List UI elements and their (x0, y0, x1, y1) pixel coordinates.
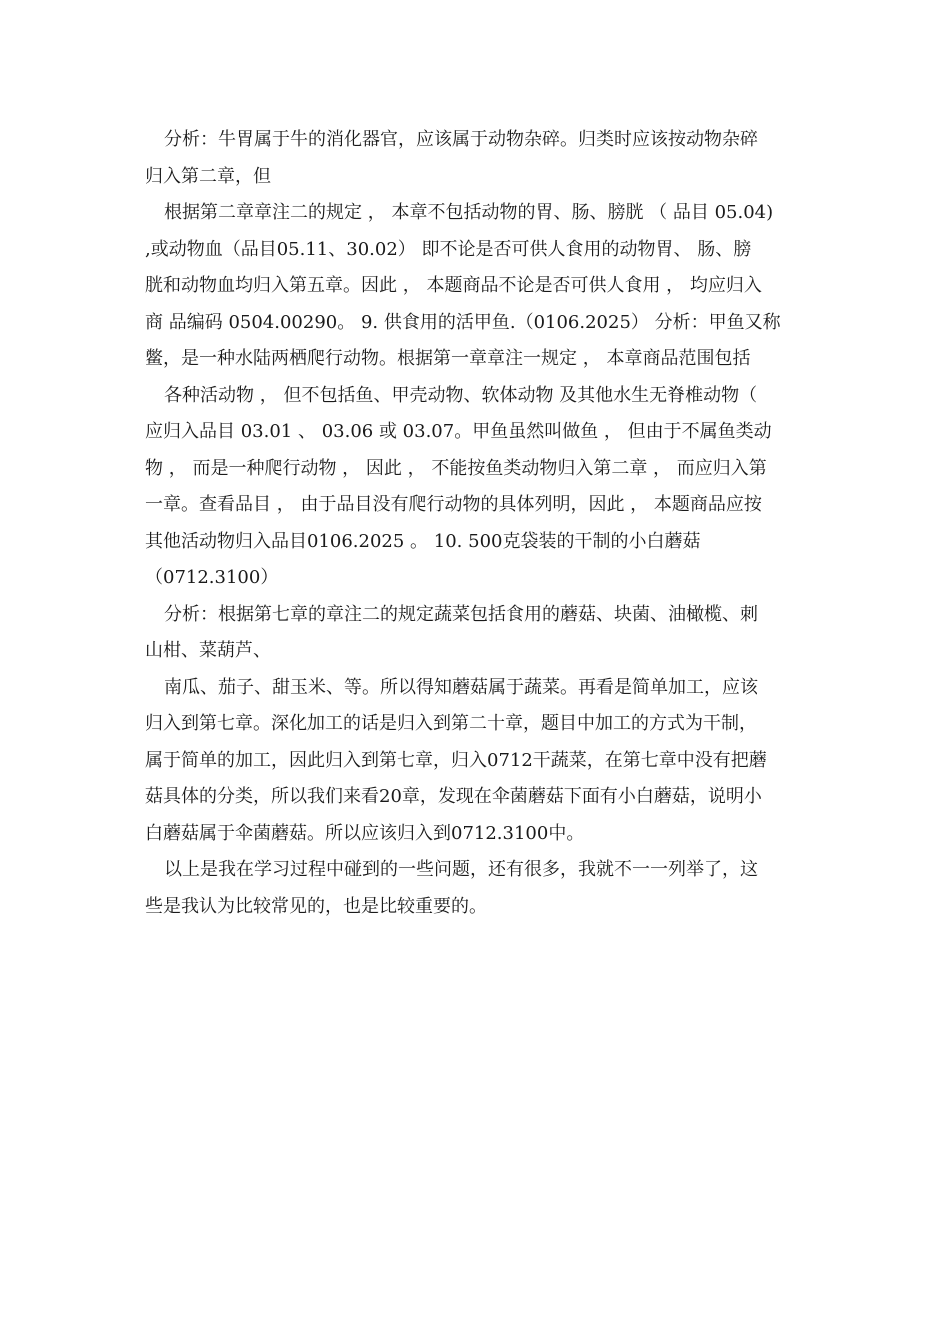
text-line: 些是我认为比较常见的，也是比较重要的。 (145, 895, 487, 917)
text-line: 商 品编码 0504.00290。 9. 供食用的活甲鱼.（0106.2025） 分析：甲鱼又称 (145, 311, 781, 333)
text-line: 南瓜、茄子、甜玉米、等。所以得知蘑菇属于蔬菜。再看是简单加工，应该 (164, 676, 758, 698)
text-line: 各种活动物 ， 但不包括鱼、甲壳动物、软体动物 及其他水生无脊椎动物（ (164, 384, 758, 406)
text-line: 其他活动物归入品目0106.2025 。 10. 500克袋装的干制的小白蘑菇 (145, 530, 701, 552)
text-line: 鳖，是一种水陆两栖爬行动物。根据第一章章注一规定 ， 本章商品范围包括 (145, 348, 751, 369)
text-line: 应归入品目 03.01 、 03.06 或 03.07。甲鱼虽然叫做鱼 ， 但由于不属鱼类动 (145, 421, 772, 442)
text-line: 白蘑菇属于伞菌蘑菇。所以应该归入到0712.3100中。 (145, 822, 585, 844)
text-line: （0712.3100） (145, 567, 279, 588)
text-line: 归入第二章，但 (145, 165, 271, 187)
text-line: 分析：根据第七章的章注二的规定蔬菜包括食用的蘑菇、块菌、油橄榄、刺 (164, 603, 758, 625)
text-line: 分析：牛胃属于牛的消化器官，应该属于动物杂碎。归类时应该按动物杂碎 (164, 129, 758, 150)
text-line: 根据第二章章注二的规定 ， 本章不包括动物的胃、肠、膀胱 （ 品目 05.04) (164, 202, 774, 223)
text-line: 属于简单的加工，因此归入到第七章，归入0712干蔬菜，在第七章中没有把蘑 (145, 749, 767, 771)
text-line: 以上是我在学习过程中碰到的一些问题，还有很多，我就不一一列举了，这 (164, 859, 758, 880)
text-line: ,或动物血（品目05.11、30.02） 即不论是否可供人食用的动物胃、 肠、膀 (145, 238, 752, 260)
text-line: 物 ， 而是一种爬行动物 ， 因此 ， 不能按鱼类动物归入第二章 ， 而应归入第 (145, 457, 767, 479)
text-line: 山柑、菜葫芦、 (145, 640, 271, 661)
body-text (145, 122, 815, 925)
text-line: 一章。查看品目 ， 由于品目没有爬行动物的具体列明，因此 ， 本题商品应按 (145, 494, 762, 515)
text-line: 归入到第七章。深化加工的话是归入到第二十章，题目中加工的方式为干制， (145, 713, 757, 734)
text-line: 胱和动物血均归入第五章。因此 ， 本题商品不论是否可供人食用 ， 均应归入 (145, 275, 762, 296)
text-line: 菇具体的分类，所以我们来看20章，发现在伞菌蘑菇下面有小白蘑菇，说明小 (145, 786, 762, 807)
